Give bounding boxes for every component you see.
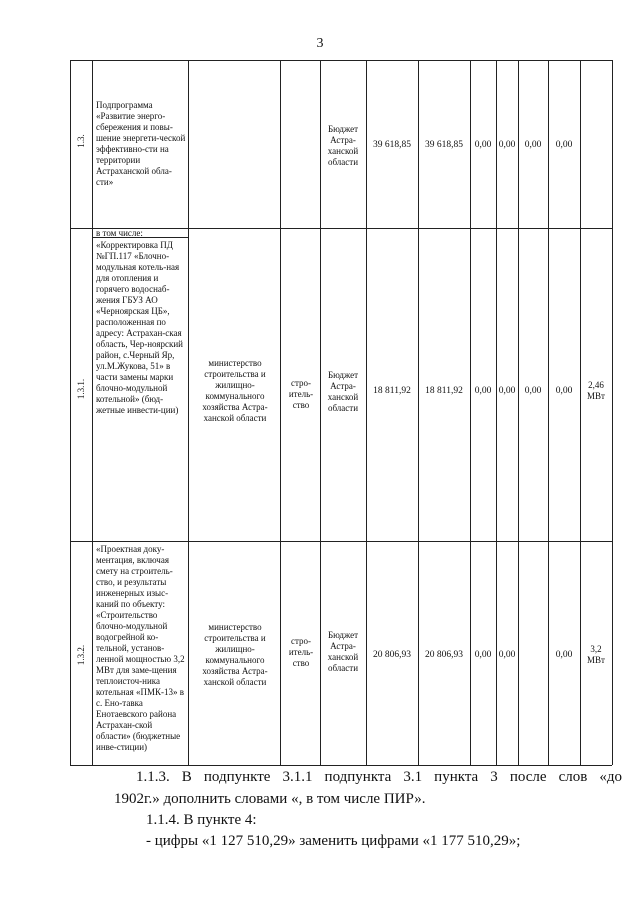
year5-value: 0,00 — [555, 650, 573, 660]
funding-source: Бюджет Астра-ханской области — [327, 370, 359, 413]
col-divider — [418, 60, 419, 765]
object-name: «Корректировка ПД №ГП.117 «Блочно-модульная котель-ная для отопления и горячего водоснаб-жения ГБУЗ АО «Черноярская ЦБ», расположенная по адресу: Астрахан-ская область, Чер-ноярский район, с.Черный Яр, ул.М.Жукова, 51» в части замены марки блочно-модульной котельной» (бюд-жетные инвести-ции) — [96, 240, 183, 415]
col-divider — [280, 60, 281, 765]
funding-source: Бюджет Астра-ханской области — [327, 630, 359, 673]
object-name: «Проектная доку-ментация, включая смету на строитель-ство, и результаты инженерных изыс-каний по объекту: «Строительство блочно-модульной водогрейной ко-тельной, установ-ленной мощностью 3,2 МВт для заме-щения теплоисточ-ника котельная «ПМК-13» в с. Ено-тавка Енотаевского района Астрахан-ской области» (бюджетные инве-стиции) — [96, 544, 185, 752]
year5-value: 0,00 — [555, 386, 573, 396]
year2-value: 0,00 — [474, 650, 492, 660]
paragraph-3: - цифры «1 127 510,29» заменить цифрами «1 177 510,29»; — [146, 833, 521, 849]
table-right-border — [612, 60, 613, 765]
work-type: стро-итель-ство — [288, 636, 314, 668]
paragraph-1-line-1: 1.1.3. В подпункте 3.1.1 подпункта 3.1 пункта 3 после слов «до — [136, 769, 622, 785]
col-divider — [580, 60, 581, 765]
work-type: стро-итель-ство — [288, 378, 314, 410]
funding-source: Бюджет Астра-ханской области — [327, 124, 359, 167]
col-divider — [518, 60, 519, 765]
program-name: Подпрограмма «Развитие энерго-сбережения и повы-шение энергети-ческой эффективно-сти на территории Астраханской обла-сти» — [96, 100, 186, 187]
col-divider — [92, 60, 93, 765]
subtotal-label: в том числе: — [96, 228, 143, 238]
total-value: 39 618,85 — [373, 140, 411, 150]
total-value: 18 811,92 — [373, 386, 411, 396]
capacity-value: 2,46 МВт — [587, 380, 605, 401]
year3-value: 0,00 — [498, 140, 516, 150]
year1-value: 39 618,85 — [425, 140, 463, 150]
year4-value: 0,00 — [524, 386, 542, 396]
col-divider — [320, 60, 321, 765]
paragraph-1-line-2: 1902г.» дополнить словами «, в том числе ПИР». — [114, 791, 426, 807]
year3-value: 0,00 — [498, 386, 516, 396]
year5-value: 0,00 — [555, 140, 573, 150]
row-divider — [70, 541, 612, 542]
table-left-border — [70, 60, 71, 765]
row-number: 1.3.2. — [76, 644, 86, 666]
year2-value: 0,00 — [474, 140, 492, 150]
col-divider — [366, 60, 367, 765]
capacity-value: 3,2 МВт — [587, 644, 605, 665]
col-divider — [188, 60, 189, 765]
row-number: 1.3.1. — [76, 378, 86, 400]
executor: министерство строительства и жилищно-коммунального хозяйства Астра-ханской области — [202, 622, 268, 687]
year3-value: 0,00 — [498, 650, 516, 660]
year4-value: 0,00 — [524, 140, 542, 150]
col-divider — [548, 60, 549, 765]
year1-value: 18 811,92 — [425, 386, 463, 396]
total-value: 20 806,93 — [373, 650, 411, 660]
executor: министерство строительства и жилищно-коммунального хозяйства Астра-ханской области — [202, 358, 268, 423]
paragraph-2: 1.1.4. В пункте 4: — [146, 812, 257, 828]
year1-value: 20 806,93 — [425, 650, 463, 660]
year2-value: 0,00 — [474, 386, 492, 396]
table-top-border — [70, 60, 612, 61]
row-number: 1.3. — [76, 134, 86, 148]
page-number: 3 — [316, 36, 324, 51]
